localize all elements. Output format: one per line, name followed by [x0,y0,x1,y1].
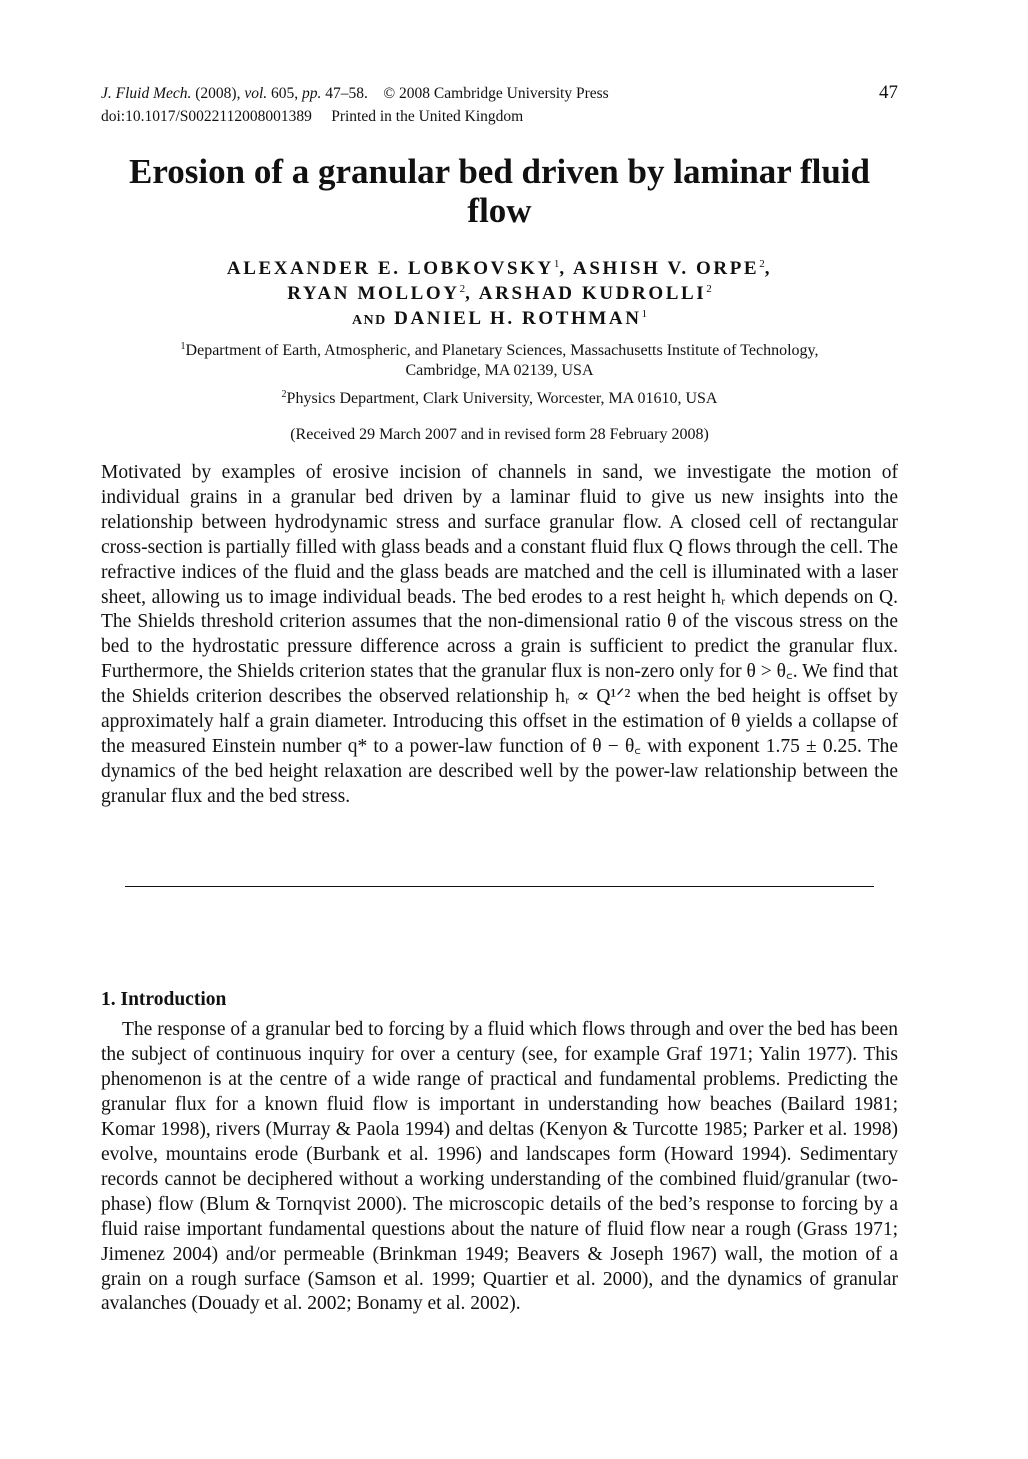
affiliation-1-continued: Cambridge, MA 02139, USA [405,362,594,379]
volume-number: 605, [271,85,299,102]
author-conjunction: AND [351,313,387,328]
affiliation-2 [101,389,898,408]
affiliation-marker: 2 [281,389,287,400]
author-name: ALEXANDER E. LOBKOVSKY [226,258,554,279]
affiliation-text: Physics Department, Clark University, Worcester, MA 01610, USA [286,390,718,407]
author-line-3 [101,308,898,330]
section-heading: 1. Introduction [101,989,227,1010]
doi: doi:10.1017/S0022112008001389 [101,108,312,125]
page-number: 47 [879,82,898,103]
page-range: 47–58. [325,85,368,102]
affiliation-1 [101,341,898,360]
volume-label: vol. [244,85,268,102]
journal-citation-line [101,85,609,103]
author-line-1: ALEXANDER E. LOBKOVSKY$^1$, ASHISH V. ORPE$^2$, [226,258,773,279]
author-name: RYAN MOLLOY [287,283,460,304]
journal-name: J. Fluid Mech. [101,85,192,102]
abstract: Motivated by examples of erosive incision of channels in sand, we investigate the motion of individual grains in a granular bed driven by a laminar fluid to give us new insights into the relationship between hydrodynamic stress and surface granular flow. A closed cell of rectangular cross-section is partially filled with glass beads and a constant fluid flux Q flows through the cell. The refractive indices of the fluid and the glass beads are matched and the cell is illuminated with a laser sheet, allowing us to image individual beads. The bed erodes to a rest height hᵣ which depends on Q. The Shields threshold criterion assumes that the non-dimensional ratio θ of the viscous stress on the bed to the hydrostatic pressure difference across a grain is sufficient to predict the granular flux. Furthermore, the Shields criterion states that the granular flux is non-zero only for θ > θ꜀. We find that the Shields criterion describes the observed relationship hᵣ ∝ Q¹ᐟ² when the bed height is offset by approximately half a grain diameter. Introducing this offset in the estimation of θ yields a collapse of the measured Einstein number q* to a power-law function of θ − θ꜀ with exponent 1.75 ± 0.25. The dynamics of the bed height relaxation are described well by the power-law relationship between the granular flux and the bed stress. [101,462,898,807]
copyright-notice: © 2008 Cambridge University Press [383,85,609,102]
affiliation-marker: 1 [180,341,186,352]
affiliation-marker: 1 [641,308,648,320]
author-name: ASHISH V. ORPE [573,258,760,279]
section-body: The response of a granular bed to forcing by a fluid which flows through and over the bed has been the subject of continuous inquiry for over a century (see, for example Graf 1971; Yalin 1977). This phenomenon is at the centre of a wide range of practical and fundamental problems. Predicting the granular flux for a known fluid flow is important in understanding how beaches (Bailard 1981; Komar 1998), rivers (Murray & Paola 1994) and deltas (Kenyon & Turcotte 1985; Parker et al. 1998) evolve, mountains erode (Burbank et al. 1996) and landscapes form (Howard 1994). Sedimentary records cannot be deciphered without a working understanding of the combined fluid/granular (two-phase) flow (Blum & Tornqvist 2000). The microscopic details of the bed’s response to forcing by a fluid raise important fundamental questions about the nature of fluid flow near a rough (Grass 1971; Jimenez 2004) and/or permeable (Brinkman 1949; Beavers & Joseph 1967) wall, the motion of a grain on a rough surface (Samson et al. 1999; Quartier et al. 2000), and the dynamics of granular avalanches (Douady et al. 2002; Bonamy et al. 2002). [101,1019,898,1315]
author-name: ARSHAD KUDROLLI [478,283,707,304]
affiliation-text: Department of Earth, Atmospheric, and Planetary Sciences, Massachusetts Institute of Technology, [185,342,819,359]
abstract-divider [125,886,874,887]
doi-line [101,108,523,126]
printed-notice: Printed in the United Kingdom [331,108,524,125]
affiliation-marker: 2 [759,258,765,270]
author-name: DANIEL H. ROTHMAN [394,308,642,329]
received-dates: (Received 29 March 2007 and in revised form 28 February 2008) [290,426,709,443]
affiliation-marker: 2 [706,283,712,295]
pages-label: pp. [302,85,322,102]
author-line-2: RYAN MOLLOY$^2$, ARSHAD KUDROLLI$^2$ [287,283,712,304]
affiliation-marker: 2 [459,283,466,295]
journal-year: (2008), [195,85,241,102]
paper-title: Erosion of a granular bed driven by laminar fluid flow [129,152,870,230]
affiliation-marker: 1 [553,258,560,270]
